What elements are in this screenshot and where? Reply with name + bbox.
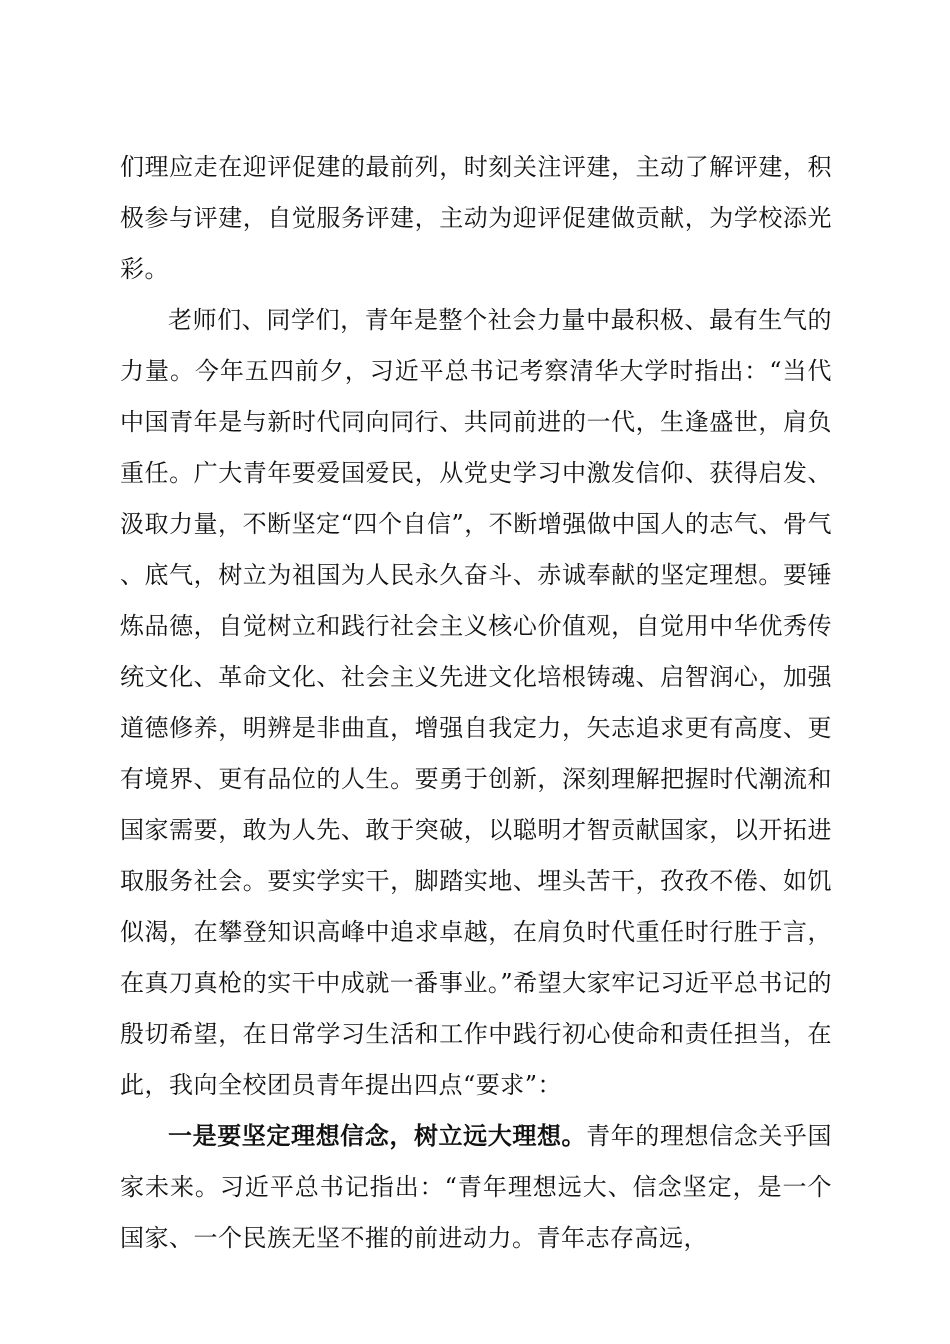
paragraph-requirement-one — [120, 1111, 832, 1264]
paragraph-text: 老师们、同学们，青年是整个社会力量中最积极、最有生气的力量。今年五四前夕，习近平总书记考察清华大学时指出：“当代中国青年是与新时代同向同行、共同前进的一代，生逢盛世，肩负重任。广大青年要爱国爱民，从党史学习中激发信仰、获得启发、汲取力量，不断坚定“四个自信”，不断增强做中国人的志气、骨气、底气，树立为祖国为人民永久奋斗、赤诚奉献的坚定理想。要锤炼品德，自觉树立和践行社会主义核心价值观，自觉用中华优秀传统文化、革命文化、社会主义先进文化培根铸魂、启智润心，加强道德修养，明辨是非曲直，增强自我定力，矢志追求更有高度、更有境界、更有品位的人生。要勇于创新，深刻理解把握时代潮流和国家需要，敢为人先、敢于突破，以聪明才智贡献国家，以开拓进取服务社会。要实学实干，脚踏实地、埋头苦干，孜孜不倦、如饥似渴，在攀登知识高峰中追求卓越，在肩负时代重任时行胜于言，在真刀真枪的实干中成就一番事业。”希望大家牢记习近平总书记的殷切希望，在日常学习生活和工作中践行初心使命和责任担当，在此，我向全校团员青年提出四点“要求”： — [120, 306, 832, 1099]
document-page — [120, 142, 832, 1264]
paragraph-text: 们理应走在迎评促建的最前列，时刻关注评建，主动了解评建，积极参与评建，自觉服务评建，主动为迎评促建做贡献，为学校添光彩。 — [120, 153, 832, 283]
paragraph-bold-lead: 一是要坚定理想信念，树立远大理想。 — [168, 1122, 587, 1150]
paragraph-youth-speech — [120, 295, 832, 1111]
paragraph-text: 青年的理想信念关乎国家未来。习近平总书记指出：“青年理想远大、信念坚定，是一个国家、一个民族无坚不摧的前进动力。青年志存高远， — [120, 1122, 833, 1252]
paragraph-continuation — [120, 142, 832, 295]
